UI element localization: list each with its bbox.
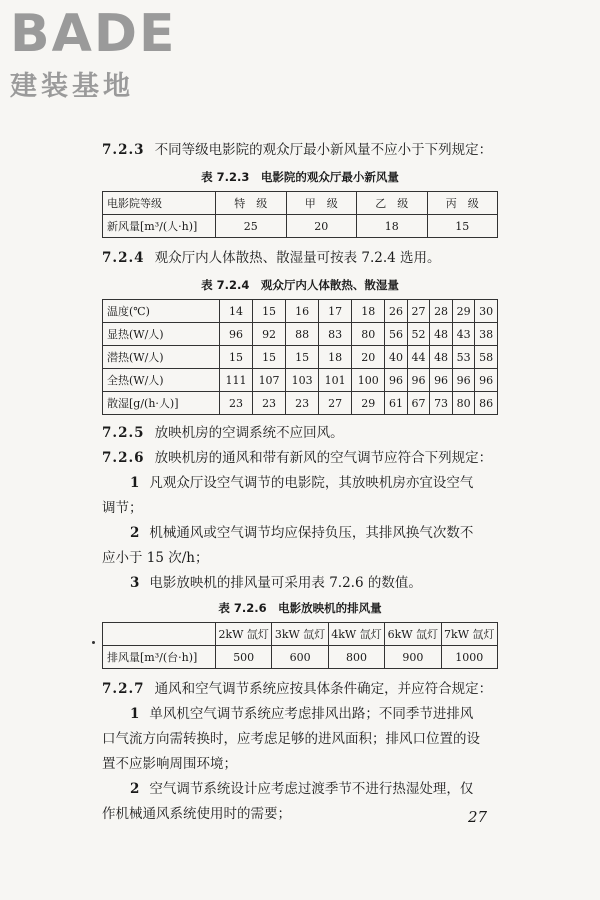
table-cell: 18: [319, 346, 352, 369]
table-cell: 40: [385, 346, 408, 369]
logo-wordmark: BADE: [10, 4, 177, 64]
table-7-2-4-caption: 表 7.2.4 观众厅内人体散热、散湿量: [201, 278, 399, 292]
header-cell: 丙 级: [427, 192, 498, 215]
table-cell: 53: [452, 346, 475, 369]
item-number: 1: [130, 475, 140, 491]
table-7-2-4: [102, 299, 498, 415]
clause-text: 不同等级电影院的观众厅最小新风量不应小于下列规定：: [154, 142, 493, 158]
table-cell: 27: [319, 392, 352, 415]
clause-item: [102, 777, 498, 802]
table-cell: 600: [272, 646, 328, 669]
table-cell: 23: [220, 392, 253, 415]
header-cell: 乙 级: [357, 192, 428, 215]
table-cell: 1000: [441, 646, 497, 669]
margin-dot: [92, 641, 95, 644]
clause-item: [102, 571, 498, 596]
row-label: 潜热(W/人): [103, 346, 220, 369]
table-cell: 101: [319, 369, 352, 392]
table-cell: 111: [220, 369, 253, 392]
item-number: 3: [130, 575, 140, 591]
table-cell: 27: [407, 300, 430, 323]
header-cell: 电影院等级: [103, 192, 216, 215]
clause-text: 放映机房的通风和带有新风的空气调节应符合下列规定：: [154, 450, 493, 466]
table-cell: 17: [319, 300, 352, 323]
table-cell: 92: [253, 323, 286, 346]
table-row: [103, 215, 498, 238]
table-cell: 48: [430, 346, 453, 369]
table-cell: 96: [407, 369, 430, 392]
table-row: [103, 323, 498, 346]
table-cell: 80: [452, 392, 475, 415]
table-cell: 15: [220, 346, 253, 369]
clause-text: 观众厅内人体散热、散湿量可按表 7.2.4 选用。: [154, 250, 441, 266]
table-cell: 14: [220, 300, 253, 323]
row-label: 散湿[g/(h·人)]: [103, 392, 220, 415]
item-text: 机械通风或空气调节均应保持负压，其排风换气次数不: [149, 525, 474, 541]
item-text: 电影放映机的排风量可采用表 7.2.6 的数值。: [149, 575, 422, 591]
table-cell: 103: [286, 369, 319, 392]
table-header-row: [103, 623, 498, 646]
table-cell: 52: [407, 323, 430, 346]
clause-item: [102, 521, 498, 546]
clause-number: 7.2.5: [102, 425, 145, 441]
table-cell: 900: [385, 646, 441, 669]
table-cell: 28: [430, 300, 453, 323]
clause-text: 通风和空气调节系统应按具体条件确定，并应符合规定：: [154, 681, 493, 697]
table-cell: 16: [286, 300, 319, 323]
item-text: 空气调节系统设计应考虑过渡季节不进行热湿处理，仅: [149, 781, 474, 797]
row-label: 新风量[m³/(人·h)]: [103, 215, 216, 238]
item-continuation: 置不应影响周围环境；: [102, 756, 237, 772]
table-cell: 500: [216, 646, 272, 669]
clause-text: 放映机房的空调系统不应回风。: [154, 425, 344, 441]
table-row: [103, 300, 498, 323]
clause-number: 7.2.7: [102, 681, 145, 697]
table-cell: 15: [427, 215, 498, 238]
table-row: [103, 392, 498, 415]
header-cell: 4kW 氙灯: [328, 623, 384, 646]
table-cell: 67: [407, 392, 430, 415]
table-cell: 96: [220, 323, 253, 346]
table-cell: 25: [216, 215, 287, 238]
clause-7-2-7: [102, 677, 498, 702]
table-cell: 43: [452, 323, 475, 346]
header-cell: 3kW 氙灯: [272, 623, 328, 646]
table-cell: 73: [430, 392, 453, 415]
item-continuation: 口气流方向需转换时，应考虑足够的进风面积；排风口位置的设: [102, 731, 480, 747]
table-cell: 56: [385, 323, 408, 346]
table-cell: 15: [253, 300, 286, 323]
table-cell: 96: [430, 369, 453, 392]
table-7-2-3: [102, 191, 498, 238]
table-row: [103, 346, 498, 369]
item-text: 单风机空气调节系统应考虑排风出路；不同季节进排风: [149, 706, 474, 722]
item-continuation: 作机械通风系统使用时的需要；: [102, 806, 291, 822]
table-cell: 23: [286, 392, 319, 415]
table-7-2-3-caption: 表 7.2.3 电影院的观众厅最小新风量: [201, 170, 399, 184]
row-label: 温度(℃): [103, 300, 220, 323]
table-cell: 15: [253, 346, 286, 369]
clause-item: [102, 702, 498, 727]
row-label: 全热(W/人): [103, 369, 220, 392]
table-cell: 96: [385, 369, 408, 392]
table-cell: 38: [475, 323, 498, 346]
clause-item: [102, 471, 498, 496]
table-cell: 800: [328, 646, 384, 669]
table-cell: 83: [319, 323, 352, 346]
table-cell: 88: [286, 323, 319, 346]
table-row: [103, 369, 498, 392]
table-cell: 20: [352, 346, 385, 369]
item-number: 2: [130, 781, 140, 797]
header-cell: 特 级: [216, 192, 287, 215]
table-header-row: [103, 192, 498, 215]
clause-number: 7.2.3: [102, 142, 145, 158]
table-cell: 20: [286, 215, 357, 238]
table-cell: 18: [357, 215, 428, 238]
logo-subtitle: 建装基地: [10, 71, 134, 102]
header-cell: 6kW 氙灯: [385, 623, 441, 646]
clause-7-2-6: [102, 446, 498, 471]
table-7-2-6-caption: 表 7.2.6 电影放映机的排风量: [218, 601, 382, 615]
clause-7-2-3: [102, 138, 498, 163]
row-label: 显热(W/人): [103, 323, 220, 346]
item-text: 凡观众厅设空气调节的电影院，其放映机房亦宜设空气: [149, 475, 474, 491]
clause-7-2-5: [102, 421, 498, 446]
table-cell: 23: [253, 392, 286, 415]
table-cell: 30: [475, 300, 498, 323]
table-cell: 44: [407, 346, 430, 369]
table-7-2-6: [102, 622, 498, 669]
table-cell: 48: [430, 323, 453, 346]
document-body: [102, 138, 498, 827]
table-cell: 80: [352, 323, 385, 346]
table-cell: 96: [452, 369, 475, 392]
item-continuation: 调节；: [102, 500, 143, 516]
clause-7-2-4: [102, 246, 498, 271]
table-cell: 26: [385, 300, 408, 323]
header-cell: [103, 623, 216, 646]
table-cell: 100: [352, 369, 385, 392]
clause-number: 7.2.4: [102, 250, 145, 266]
item-continuation: 应小于 15 次/h；: [102, 550, 209, 566]
table-cell: 15: [286, 346, 319, 369]
item-number: 1: [130, 706, 140, 722]
table-cell: 61: [385, 392, 408, 415]
clause-number: 7.2.6: [102, 450, 145, 466]
bade-logo: [10, 4, 177, 103]
table-row: [103, 646, 498, 669]
table-cell: 86: [475, 392, 498, 415]
page-number: 27: [468, 808, 488, 826]
item-number: 2: [130, 525, 140, 541]
table-cell: 107: [253, 369, 286, 392]
header-cell: 7kW 氙灯: [441, 623, 497, 646]
row-label: 排风量[m³/(台·h)]: [103, 646, 216, 669]
table-cell: 29: [452, 300, 475, 323]
table-cell: 58: [475, 346, 498, 369]
header-cell: 2kW 氙灯: [216, 623, 272, 646]
table-cell: 18: [352, 300, 385, 323]
table-cell: 29: [352, 392, 385, 415]
header-cell: 甲 级: [286, 192, 357, 215]
table-cell: 96: [475, 369, 498, 392]
